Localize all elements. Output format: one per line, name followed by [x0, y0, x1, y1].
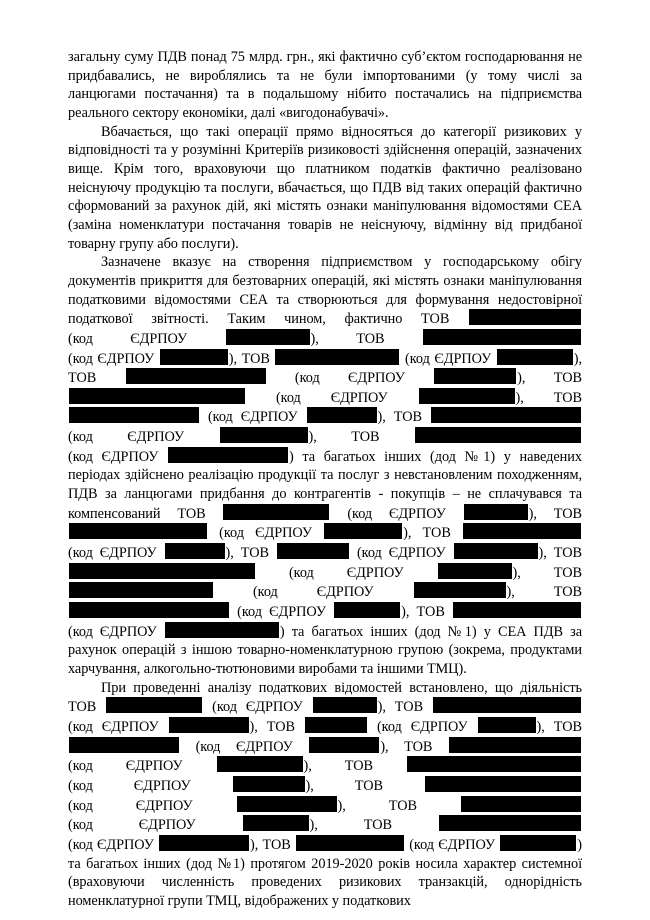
redaction-bar	[407, 756, 581, 772]
redaction-bar	[69, 737, 179, 753]
edrpou-code-label: (код ЄДРПОУ	[68, 797, 193, 814]
redaction-bar	[159, 835, 249, 851]
document-text-body	[68, 48, 582, 911]
redaction-bar	[243, 815, 309, 831]
paragraph-5	[68, 679, 582, 911]
code-close: ),	[377, 699, 386, 716]
code-close: ),	[512, 564, 521, 581]
edrpou-code-label: (код ЄДРПОУ	[294, 370, 405, 387]
code-close: ),	[228, 350, 237, 367]
paragraph-3-lead: Зазначене вказує на створення підприємством у господарському обігу документів прикриття для безтоварних операцій, які містять ознаки маніпулювання податковими відомостями СЕА та створюються для формування недостовірної податкової звітності. Таким чином, фактично ТОВ	[68, 254, 582, 328]
code-close: ),	[528, 505, 537, 522]
edrpou-code-group	[68, 758, 312, 774]
edrpou-code-group	[295, 370, 526, 386]
redaction-bar	[168, 447, 288, 463]
edrpou-code-label: (код ЄДРПОУ	[68, 777, 191, 794]
redaction-bar	[69, 602, 229, 618]
redaction-bar	[324, 523, 402, 539]
redaction-bar	[425, 776, 581, 792]
redaction-bar	[305, 717, 367, 733]
edrpou-code-label: (код ЄДРПОУ	[195, 738, 293, 755]
edrpou-code-group	[219, 525, 411, 541]
company-abbrev: ТОВ	[553, 370, 583, 387]
edrpou-code-label: (код ЄДРПОУ	[376, 718, 468, 735]
company-abbrev: ТОВ	[553, 389, 582, 406]
code-close: ),	[250, 836, 259, 853]
edrpou-code-label: (код ЄДРПОУ	[68, 350, 155, 367]
code-close: ),	[310, 330, 319, 347]
code-close: ),	[303, 758, 312, 775]
edrpou-code-group	[68, 719, 258, 735]
edrpou-code-group	[196, 739, 389, 755]
code-close: ),	[401, 604, 410, 621]
redaction-bar	[463, 523, 581, 539]
edrpou-code-label: (код ЄДРПОУ	[252, 584, 374, 601]
edrpou-code-group	[377, 719, 545, 735]
company-abbrev: ТОВ	[553, 545, 582, 562]
company-abbrev: ТОВ	[388, 797, 418, 814]
edrpou-code-group	[68, 449, 289, 465]
paragraph-3-tail: ) та багатьох інших (дод №1) у наведених періодах здійснено реалізацію продукції та послуг з невстановленим походженням, ПДВ за ланцюгами придбання до контрагентів - покупців – не сплачувався та компенсований ТОВ	[68, 448, 582, 522]
edrpou-code-label: (код ЄДРПОУ	[275, 389, 388, 406]
redaction-bar	[277, 543, 349, 559]
redaction-bar	[275, 349, 399, 365]
edrpou-code-label: (код ЄДРПОУ	[219, 525, 312, 542]
edrpou-code-label: (код ЄДРПОУ	[68, 718, 159, 735]
paragraph-1: загальну суму ПДВ понад 75 млрд. грн., які фактично суб’єктом господарювання не придбавались, не вироблялись та не були імпортованими (у тому числі за ланцюгами постачання) та в подальшому нібито постачались на підприємства реального сектору економіки, далі «вигодонабувачі».	[68, 49, 582, 121]
edrpou-code-label: (код ЄДРПОУ	[68, 817, 196, 834]
edrpou-code-label: (код ЄДРПОУ	[405, 350, 492, 367]
code-close: ),	[337, 797, 346, 814]
edrpou-code-group	[68, 798, 346, 814]
edrpou-code-label: (код ЄДРПОУ	[347, 505, 446, 522]
redaction-bar	[453, 602, 581, 618]
company-abbrev: ТОВ	[553, 584, 582, 601]
company-abbrev: ТОВ	[240, 545, 270, 562]
redaction-bar	[69, 563, 255, 579]
company-abbrev: ТОВ	[553, 564, 582, 581]
code-close: ),	[308, 429, 317, 446]
company-abbrev: ТОВ	[393, 409, 422, 426]
company-abbrev: ТОВ	[363, 817, 393, 834]
edrpou-code-label: (код ЄДРПОУ	[68, 623, 157, 640]
code-close: ),	[377, 409, 386, 426]
edrpou-code-group	[68, 331, 319, 347]
code-close: ),	[538, 545, 547, 562]
redaction-bar	[454, 543, 538, 559]
edrpou-code-label: (код ЄДРПОУ	[68, 836, 154, 853]
code-close: ),	[225, 545, 234, 562]
company-abbrev: ТОВ	[68, 370, 97, 387]
redaction-bar	[69, 523, 207, 539]
edrpou-code-label: (код ЄДРПОУ	[288, 564, 404, 581]
edrpou-code-label: (код ЄДРПОУ	[68, 429, 185, 446]
edrpou-code-label: (код ЄДРПОУ	[237, 604, 326, 621]
edrpou-code-group	[68, 837, 258, 853]
code-close: ),	[380, 738, 389, 755]
redaction-bar	[226, 329, 310, 345]
edrpou-code-group	[409, 837, 577, 853]
paragraph-5-lead: При проведенні аналізу податкових відомостей встановлено, що діяльність ТОВ	[68, 679, 582, 716]
company-abbrev: ТОВ	[394, 699, 424, 716]
paragraph-5-tail: ) та багатьох інших (дод №1) протягом 2019-2020 років носила характер системної (враховуючи численність проведених ризикових транзакцій, однорідність номенклатурної групи ТМЦ, відображених у податкових	[68, 836, 582, 909]
edrpou-code-group	[68, 624, 280, 640]
redaction-bar	[126, 368, 266, 384]
redaction-bar	[434, 368, 516, 384]
edrpou-code-group	[68, 817, 318, 833]
paragraph-4-tail: ) та багатьох інших (дод №1) у СЕА ПДВ за рахунок операцій з іншою товарно-номенклатурною групою (зокрема, продуктами харчування, алкогольно-тютюновими виробами та іншими ТМЦ).	[68, 623, 582, 677]
redaction-bar	[69, 407, 199, 423]
paragraph-3	[68, 253, 582, 678]
redaction-bar	[334, 602, 400, 618]
company-abbrev: ТОВ	[553, 718, 582, 735]
company-abbrev: ТОВ	[262, 836, 291, 853]
code-close: ),	[573, 350, 582, 367]
redaction-bar	[464, 504, 528, 520]
redaction-bar	[220, 427, 308, 443]
redaction-bar	[414, 582, 506, 598]
company-abbrev: ТОВ	[553, 505, 583, 522]
redaction-bar	[165, 543, 225, 559]
company-abbrev: ТОВ	[241, 350, 270, 367]
redaction-bar	[469, 309, 581, 325]
redaction-bar	[431, 407, 581, 423]
edrpou-code-group	[405, 351, 582, 367]
edrpou-code-group	[68, 545, 234, 561]
edrpou-code-group	[357, 545, 547, 561]
redaction-bar	[438, 563, 512, 579]
redaction-bar	[433, 697, 581, 713]
redaction-bar	[217, 756, 303, 772]
edrpou-code-group	[237, 604, 409, 620]
edrpou-code-label: (код ЄДРПОУ	[207, 409, 298, 426]
company-abbrev: ТОВ	[356, 330, 385, 347]
paragraph-2: Вбачається, що такі операції прямо відносяться до категорії ризикових у відповідності та у розумінні Критеріїв ризиковості здійснення операцій, зазначених вище. Крім того, враховуючи що платником податків фактично реалізовано неіснуючу продукцію та послуги, вбачається, що ПДВ від таких операцій фактично сформований за рахунок дій, які містять ознаки маніпулювання відомостями СЕА (заміна номенклатури постачання товарів не неіснуючу, відмінну від придбаної товарну групу або послуги).	[68, 123, 582, 252]
edrpou-code-group	[347, 506, 537, 522]
code-close: ),	[249, 718, 258, 735]
company-abbrev: ТОВ	[354, 777, 384, 794]
redaction-bar	[423, 329, 581, 345]
redaction-bar	[478, 717, 536, 733]
company-abbrev: ТОВ	[351, 429, 380, 446]
edrpou-code-group	[289, 565, 521, 581]
redaction-bar	[169, 717, 249, 733]
code-close: ),	[536, 718, 545, 735]
edrpou-code-group	[68, 778, 314, 794]
redaction-bar	[223, 504, 329, 520]
redaction-bar	[160, 349, 228, 365]
redaction-bar	[313, 697, 377, 713]
redaction-bar	[449, 737, 581, 753]
company-abbrev: ТОВ	[344, 758, 374, 775]
edrpou-code-label: (код ЄДРПОУ	[409, 836, 496, 853]
redaction-bar	[296, 835, 404, 851]
edrpou-code-group	[253, 584, 515, 600]
redaction-bar	[439, 815, 581, 831]
edrpou-code-label: (код ЄДРПОУ	[212, 699, 303, 716]
redaction-bar	[419, 388, 515, 404]
edrpou-code-group	[212, 699, 386, 715]
redaction-bar	[461, 796, 581, 812]
redaction-bar	[69, 388, 245, 404]
edrpou-code-label: (код ЄДРПОУ	[68, 330, 188, 347]
redaction-bar	[165, 622, 279, 638]
edrpou-code-label: (код ЄДРПОУ	[356, 545, 446, 562]
edrpou-code-label: (код ЄДРПОУ	[68, 758, 183, 775]
code-close: ),	[506, 584, 515, 601]
code-close: ),	[403, 525, 412, 542]
edrpou-code-label: (код ЄДРПОУ	[68, 448, 159, 465]
edrpou-code-group	[68, 429, 317, 445]
company-abbrev: ТОВ	[266, 718, 296, 735]
redaction-bar	[309, 737, 379, 753]
redaction-bar	[233, 776, 305, 792]
company-abbrev: ТОВ	[422, 525, 451, 542]
edrpou-code-label: (код ЄДРПОУ	[68, 545, 157, 562]
redaction-bar	[500, 835, 576, 851]
company-abbrev: ТОВ	[416, 604, 445, 621]
edrpou-code-group	[276, 390, 524, 406]
edrpou-code-group	[208, 409, 386, 425]
code-close: ),	[305, 777, 314, 794]
redaction-bar	[415, 427, 581, 443]
redaction-bar	[497, 349, 573, 365]
redaction-bar	[237, 796, 337, 812]
redaction-bar	[69, 582, 213, 598]
redaction-bar	[106, 697, 202, 713]
code-close: ),	[309, 817, 318, 834]
code-close: ),	[515, 389, 524, 406]
code-close: ),	[517, 370, 526, 387]
redaction-bar	[307, 407, 377, 423]
company-abbrev: ТОВ	[404, 738, 433, 755]
edrpou-code-group	[68, 351, 237, 367]
